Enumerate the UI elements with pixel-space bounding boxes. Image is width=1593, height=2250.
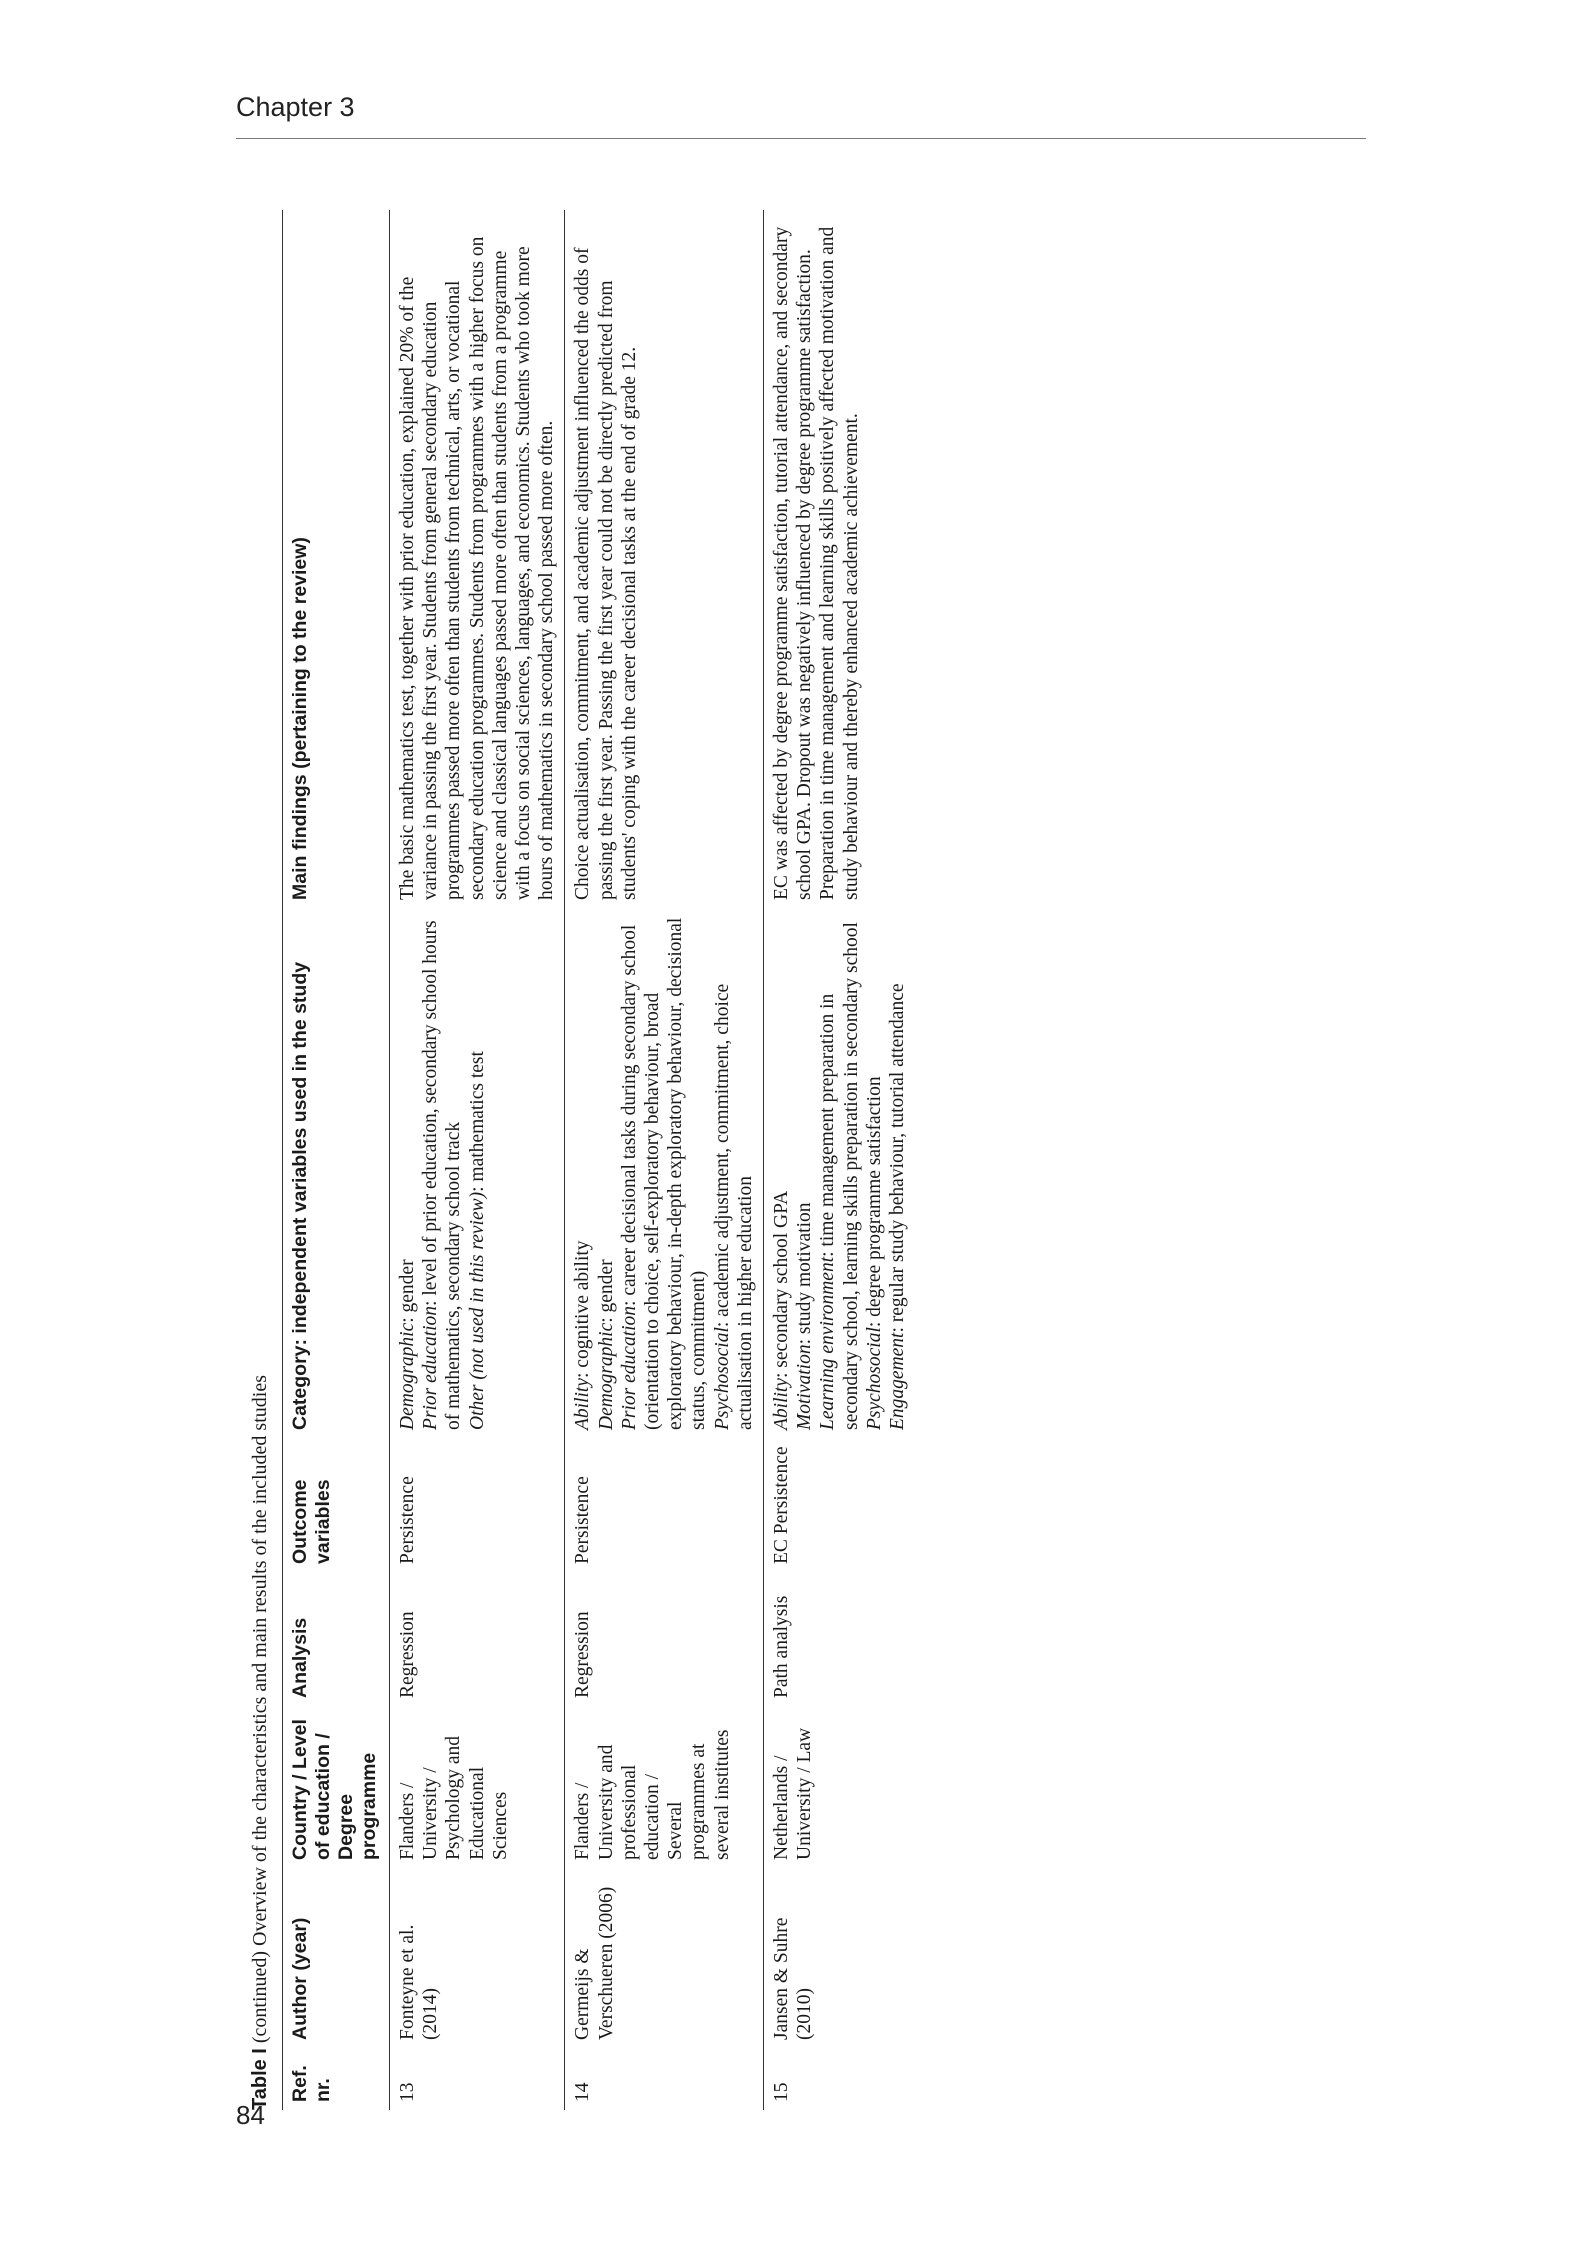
variable-text: level of prior education, secondary school hours of mathematics, secondary school track: [420, 920, 465, 1430]
variable-text: secondary school GPA: [771, 1190, 793, 1368]
variable-text: regular study behaviour, tutorial attendance: [887, 983, 909, 1323]
variables-cell: [764, 908, 916, 1438]
author-cell: Jansen & Suhre (2010): [771, 1917, 816, 2040]
header-divider: [236, 138, 1366, 139]
rotated-table-container: [236, 210, 1366, 2110]
table-header-row: [283, 210, 390, 2110]
variable-text: study motivation: [794, 1202, 816, 1335]
variable-entry: Demographic: gender: [595, 1259, 617, 1430]
variable-entry: Demographic: gender: [397, 1259, 418, 1430]
variable-category: Other (not used in this review): [466, 1191, 488, 1430]
variable-entry: Psychosocial: degree programme satisfaction: [863, 1076, 885, 1430]
variable-text: gender: [397, 1259, 418, 1313]
table-row: [390, 210, 565, 2110]
analysis-cell: Regression: [390, 1572, 565, 1706]
column-header-country: Country / Level of education / Degree programme: [283, 1706, 390, 1868]
findings-cell: Choice actualisation, commitment, and academic adjustment influenced the odds of passing the first year. Passing the first year could not be directly predicted from students' coping with the career decisional tasks at the end of grade 12.: [565, 210, 764, 908]
country-cell: Flanders / University and professional education / Several programmes at several institutes: [565, 1706, 764, 1868]
column-header-author: Author (year): [283, 1868, 390, 2048]
variable-entry: Learning environment: time management preparation in secondary school, learning skills preparation in secondary school: [817, 922, 862, 1430]
column-header-variables: Category: independent variables used in the study: [283, 908, 390, 1438]
chapter-header: Chapter 3: [236, 92, 355, 122]
author-cell: Fonteyne et al. (2014): [390, 1868, 565, 2048]
variable-text: academic adjustment, commitment, choice actualisation in higher education: [711, 983, 756, 1430]
studies-table: [282, 210, 915, 2110]
variable-category: Demographic: [595, 1322, 617, 1430]
variable-entry: Engagement: regular study behaviour, tutorial attendance: [887, 983, 909, 1430]
variable-text: career decisional tasks during secondary school (orientation to choice, self-exploratory behaviour, broad exploratory behaviour, in-depth exploratory behaviour, decisional status, commitment): [618, 917, 710, 1430]
variable-category: Demographic: [397, 1322, 418, 1430]
variable-category: Prior education: [618, 1305, 640, 1430]
column-header-analysis: Analysis: [283, 1572, 390, 1706]
variable-text: gender: [595, 1259, 617, 1313]
variable-text: mathematics test: [466, 1051, 488, 1182]
table-caption-text: (continued) Overview of the characteristics and main results of the included studies: [249, 1375, 271, 2049]
findings-cell: EC was affected by degree programme satisfaction, tutorial attendance, and secondary school GPA. Dropout was negatively influenced by degree programme satisfaction. Preparation in time management and learning skills positively affected motivation and study behaviour and thereby enhanced academic achievement.: [771, 226, 862, 900]
variable-entry: Prior education: level of prior education, secondary school hours of mathematics, secondary school track: [420, 920, 465, 1430]
variable-category: Engagement: [887, 1332, 909, 1430]
ref-cell: 14: [565, 2048, 764, 2110]
variable-entry: Prior education: career decisional tasks during secondary school (orientation to choice, self-exploratory behaviour, broad exploratory behaviour, in-depth exploratory behaviour, decisional status, commitment): [618, 917, 710, 1430]
outcome-cell: EC Persistence: [771, 1446, 793, 1564]
variable-entry: Ability: secondary school GPA: [771, 1190, 793, 1430]
page-number: 84: [236, 2100, 265, 2130]
ref-cell: 13: [390, 2048, 565, 2110]
variable-entry: Other (not used in this review): mathematics test: [466, 1051, 488, 1430]
variable-entry: Motivation: study motivation: [794, 1202, 816, 1430]
table-caption: [248, 210, 272, 2110]
table-caption-label: Table I: [249, 2048, 271, 2110]
variable-category: Prior education: [420, 1305, 442, 1430]
country-cell: Flanders / University / Psychology and Educational Sciences: [390, 1706, 565, 1868]
variables-cell: [390, 908, 565, 1438]
variable-category: Ability: [771, 1378, 793, 1430]
variable-entry: Psychosocial: academic adjustment, commitment, choice actualisation in higher education: [711, 983, 756, 1430]
variable-category: Motivation: [794, 1344, 816, 1430]
analysis-cell: Path analysis: [771, 1595, 793, 1698]
variable-entry: Ability: cognitive ability: [572, 1240, 594, 1430]
variable-category: Psychosocial: [863, 1327, 885, 1430]
variables-cell: [565, 908, 764, 1438]
column-header-outcome: Outcome variables: [283, 1438, 390, 1572]
country-cell: Netherlands / University / Law: [771, 1727, 816, 1860]
author-cell: Germeijs & Verschueren (2006): [565, 1868, 764, 2048]
column-header-findings: Main findings (pertaining to the review): [283, 210, 390, 908]
variable-category: Psychosocial: [711, 1327, 733, 1430]
outcome-cell: Persistence: [390, 1438, 565, 1572]
table-row: [764, 210, 916, 2110]
variable-text: time management preparation in secondary school, learning skills preparation in secondary school: [817, 922, 862, 1430]
analysis-cell: Regression: [565, 1572, 764, 1706]
variable-text: degree programme satisfaction: [863, 1076, 885, 1317]
table-row: [565, 210, 764, 2110]
variable-category: Ability: [572, 1378, 594, 1430]
ref-cell: 15: [771, 2082, 793, 2102]
column-header-ref: Ref. nr.: [283, 2048, 390, 2110]
variable-text: cognitive ability: [572, 1240, 594, 1368]
variable-category: Learning environment: [817, 1256, 839, 1430]
outcome-cell: Persistence: [565, 1438, 764, 1572]
findings-cell: The basic mathematics test, together with prior education, explained 20% of the variance in passing the first year. Students from general secondary education programmes passed more often than students from technical, arts, or vocational secondary education programmes. Students from programmes with a higher focus on science and classical languages passed more often than students from a programme with a focus on social sciences, languages, and economics. Students who took more hours of mathematics in secondary school passed more often.: [390, 210, 565, 908]
